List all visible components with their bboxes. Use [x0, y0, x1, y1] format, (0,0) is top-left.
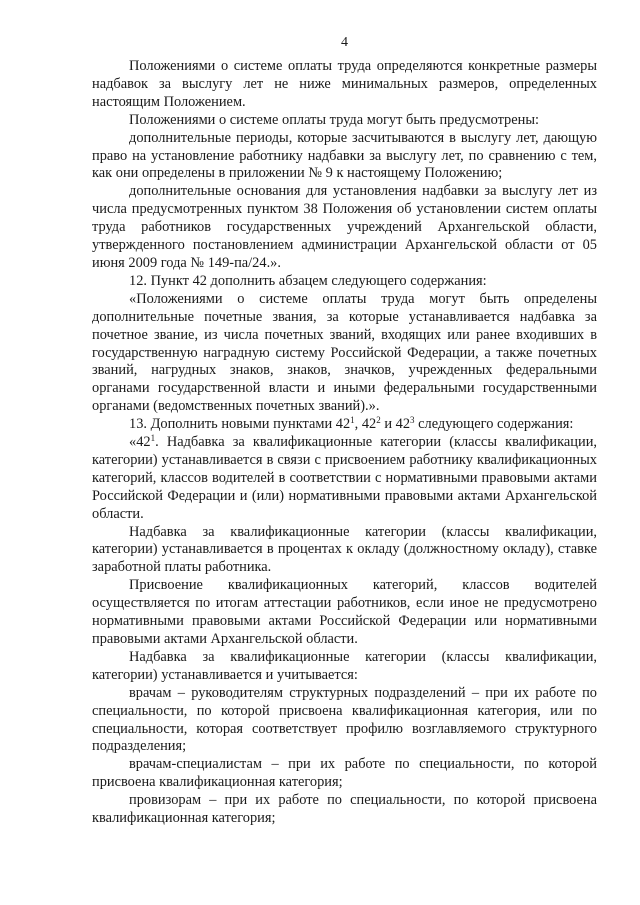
paragraph: врачам-специалистам – при их работе по специальности, по которой присвоена квалификационная категория; — [92, 756, 597, 791]
paragraph: дополнительные периоды, которые засчитываются в выслугу лет, дающую право на установление работнику надбавки за выслугу лет, по сравнению с тем, как они определены в приложении № 9 к настоящему Положению; — [92, 129, 597, 182]
paragraph: «Положениями о системе оплаты труда могут быть определены дополнительные почетные звания, за которые устанавливается надбавка за почетное звание, из числа почетных званий, входящих или ранее входивших в государственную наградную систему Российской Федерации, а также почетных званий, нагрудных знаков, знаков, значков, учрежденных федеральными органами государственной власти и иными федеральными государственными органами (ведомственных почетных званий).». — [92, 290, 597, 415]
paragraph: врачам – руководителям структурных подразделений – при их работе по специальности, по которой присвоена квалификационная категория, или по специальности, которая соответствует профилю возглавляемого структурного подразделения; — [92, 684, 597, 755]
superscript: 1 — [350, 415, 355, 426]
page-number: 4 — [341, 35, 348, 50]
paragraph: Положениями о системе оплаты труда могут быть предусмотрены: — [129, 111, 539, 128]
paragraph: Положениями о системе оплаты труда определяются конкретные размеры надбавок за выслугу лет не ниже минимальных размеров, определенных настоящим Положением. — [92, 58, 597, 110]
paragraph: 13. Дополнить новыми пунктами $42^1$, $42^2$ и $42^3$ следующего содержания: — [129, 415, 574, 433]
paragraph: 12. Пункт 42 дополнить абзацем следующего содержания: — [129, 272, 487, 289]
paragraph: Надбавка за квалификационные категории (классы квалификации, категории) устанавливается и учитывается: — [92, 648, 597, 683]
paragraph: провизорам – при их работе по специальности, по которой присвоена квалификационная категория; — [92, 792, 597, 827]
paragraph: дополнительные основания для установления надбавки за выслугу лет из числа предусмотренных пунктом 38 Положения об установлении систем оплаты труда работников государственных учреждений Архангельской области, утвержденного постановлением администрации Архангельской области от 05 июня 2009 года № 149-па/24.». — [92, 183, 597, 271]
paragraph: Надбавка за квалификационные категории (классы квалификации, категории) устанавливается в процентах к окладу (должностному окладу), ставке заработной платы работника. — [92, 523, 597, 576]
superscript: 2 — [376, 415, 381, 426]
paragraph: Присвоение квалификационных категорий, классов водителей осуществляется по итогам аттестации работников, если иное не предусмотрено нормативными правовыми актами Российской Федерации или нормативными правовыми актами Архангельской области. — [92, 577, 597, 647]
paragraph: «$42^1$. Надбавка за квалификационные категории (классы квалификации, категории) устанавливается в связи с присвоением работнику квалификационных категорий, классов водителей в соответствии с нормативными правовыми актами Российской Федерации и (или) нормативными правовыми актами Архангельской области. — [92, 433, 597, 522]
superscript: 3 — [410, 415, 415, 426]
document-page — [92, 34, 597, 828]
superscript: 1 — [150, 433, 156, 444]
